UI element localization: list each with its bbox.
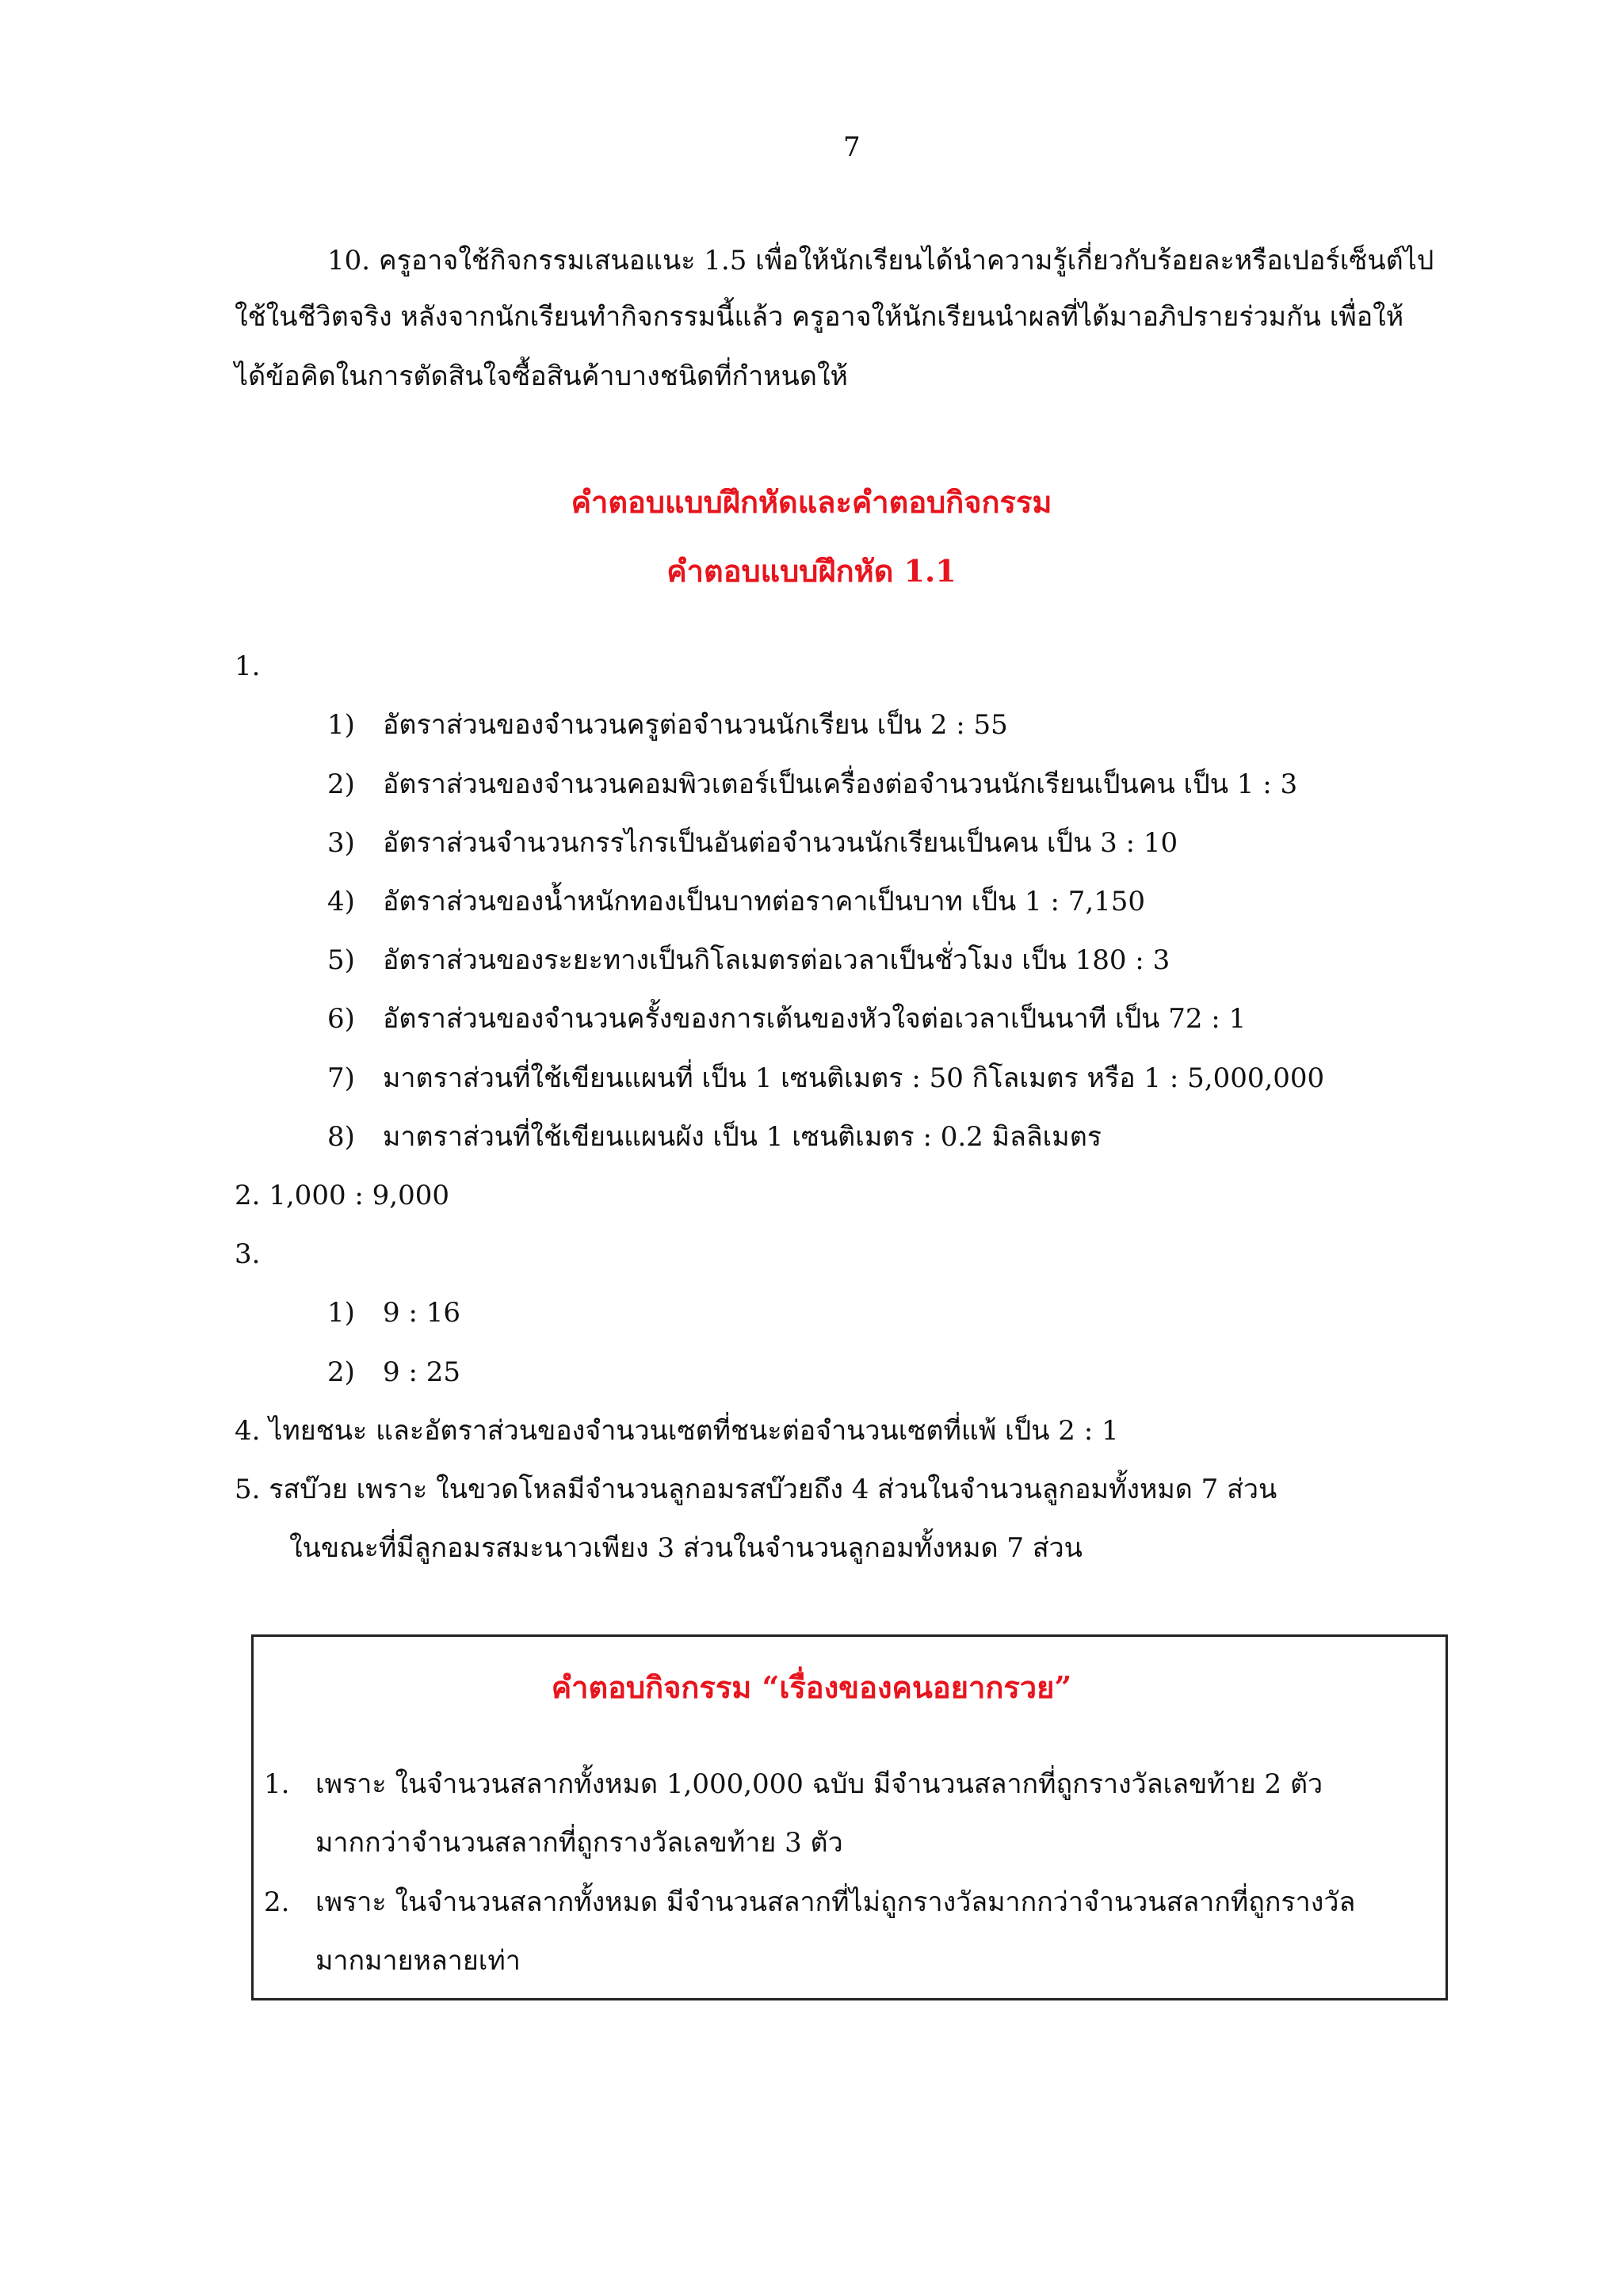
q3-item-num: 2) xyxy=(327,1356,355,1388)
q1-item-num: 3) xyxy=(327,827,355,859)
activity-item-num: 1. xyxy=(264,1768,290,1800)
q1-item-num: 6) xyxy=(327,1003,355,1035)
q1-item-num: 5) xyxy=(327,944,355,976)
q1-item-text: มาตราส่วนที่ใช้เขียนแผนที่ เป็น 1 เซนติเมตร : 50 กิโลเมตร หรือ 1 : 5,000,000 xyxy=(383,1062,1325,1094)
activity-item-num: 2. xyxy=(264,1886,290,1918)
heading-sub: คำตอบแบบฝึกหัด 1.1 xyxy=(666,553,957,589)
page-number: 7 xyxy=(843,132,861,163)
activity-item-line-2: มากกว่าจำนวนสลากที่ถูกรางวัลเลขท้าย 3 ตัว xyxy=(315,1827,843,1859)
heading-main: คำตอบแบบฝึกหัดและคำตอบกิจกรรม xyxy=(571,484,1052,520)
q1-item-num: 1) xyxy=(327,709,355,741)
q5-answer-line-1: 5. รสบ๊วย เพราะ ในขวดโหลมีจำนวนลูกอมรสบ๊วยถึง 4 ส่วนในจำนวนลูกอมทั้งหมด 7 ส่วน xyxy=(235,1474,1277,1505)
intro-line-3: ได้ข้อคิดในการตัดสินใจซื้อสินค้าบางชนิดที่กำหนดให้ xyxy=(235,360,848,392)
q1-item-num: 2) xyxy=(327,769,355,800)
activity-item-line-1: เพราะ ในจำนวนสลากทั้งหมด 1,000,000 ฉบับ มีจำนวนสลากที่ถูกรางวัลเลขท้าย 2 ตัว xyxy=(315,1768,1323,1800)
intro-line-2: ใช้ในชีวิตจริง หลังจากนักเรียนทำกิจกรรมนี้แล้ว ครูอาจให้นักเรียนนำผลที่ได้มาอภิปรายร่วมกัน เพื่อให้ xyxy=(235,301,1404,333)
q1-item-text: อัตราส่วนของน้ำหนักทองเป็นบาทต่อราคาเป็นบาท เป็น 1 : 7,150 xyxy=(383,886,1146,917)
q1-item-num: 8) xyxy=(327,1121,355,1153)
q4-answer: 4. ไทยชนะ และอัตราส่วนของจำนวนเซตที่ชนะต่อจำนวนเซตที่แพ้ เป็น 2 : 1 xyxy=(235,1415,1119,1447)
q1-item-text: อัตราส่วนของระยะทางเป็นกิโลเมตรต่อเวลาเป็นชั่วโมง เป็น 180 : 3 xyxy=(383,944,1170,976)
q1-item-text: อัตราส่วนของจำนวนคอมพิวเตอร์เป็นเครื่องต่อจำนวนนักเรียนเป็นคน เป็น 1 : 3 xyxy=(383,769,1298,800)
q1-item-text: มาตราส่วนที่ใช้เขียนแผนผัง เป็น 1 เซนติเมตร : 0.2 มิลลิเมตร xyxy=(383,1121,1102,1153)
q1-item-num: 7) xyxy=(327,1062,355,1094)
q3-number: 3. xyxy=(235,1238,261,1270)
q1-item-num: 4) xyxy=(327,886,355,917)
q3-item-text: 9 : 16 xyxy=(383,1297,460,1329)
q5-answer-line-2: ในขณะที่มีลูกอมรสมะนาวเพียง 3 ส่วนในจำนวนลูกอมทั้งหมด 7 ส่วน xyxy=(289,1532,1083,1564)
q3-item-text: 9 : 25 xyxy=(383,1356,460,1388)
q1-item-text: อัตราส่วนจำนวนกรรไกรเป็นอันต่อจำนวนนักเรียนเป็นคน เป็น 3 : 10 xyxy=(383,827,1178,859)
activity-box-title: คำตอบกิจกรรม “เรื่องของคนอยากรวย” xyxy=(551,1669,1072,1705)
intro-line-1: 10. ครูอาจใช้กิจกรรมเสนอแนะ 1.5 เพื่อให้นักเรียนได้นำความรู้เกี่ยวกับร้อยละหรือเปอร์เซ็นต์ไป xyxy=(327,245,1434,277)
q1-item-text: อัตราส่วนของจำนวนครั้งของการเต้นของหัวใจต่อเวลาเป็นนาที เป็น 72 : 1 xyxy=(383,1003,1247,1035)
q2-answer: 2. 1,000 : 9,000 xyxy=(235,1180,449,1211)
activity-item-line-1: เพราะ ในจำนวนสลากทั้งหมด มีจำนวนสลากที่ไม่ถูกรางวัลมากกว่าจำนวนสลากที่ถูกรางวัล xyxy=(315,1886,1356,1918)
activity-item-line-2: มากมายหลายเท่า xyxy=(315,1945,521,1977)
q1-item-text: อัตราส่วนของจำนวนครูต่อจำนวนนักเรียน เป็น 2 : 55 xyxy=(383,709,1008,741)
q3-item-num: 1) xyxy=(327,1297,355,1329)
q1-number: 1. xyxy=(235,650,261,682)
